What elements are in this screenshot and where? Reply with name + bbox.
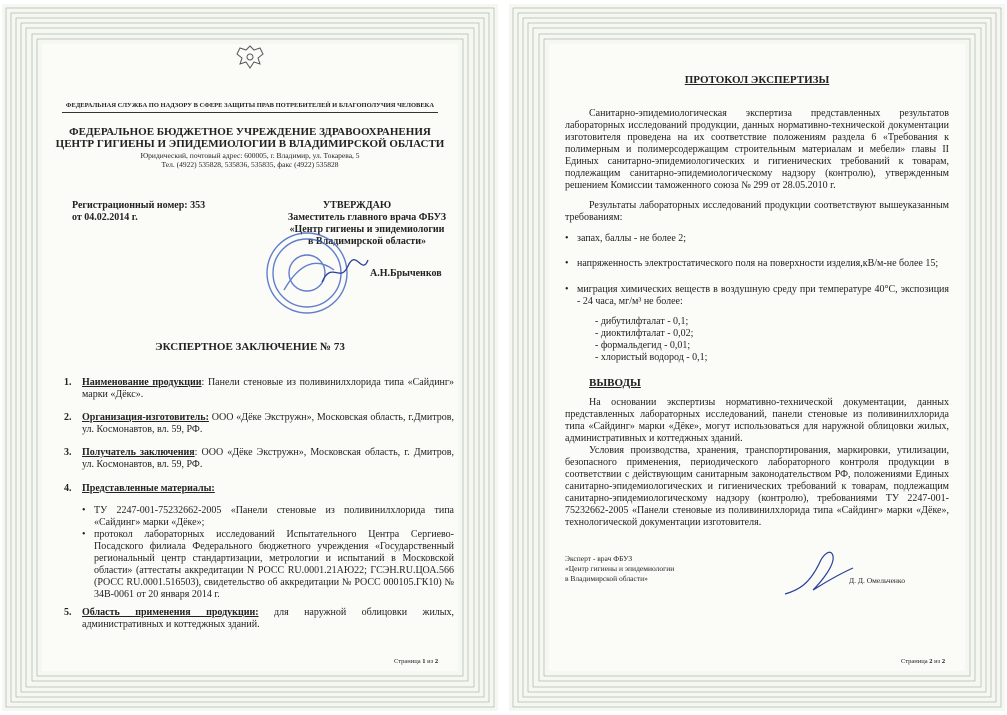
approver-signature xyxy=(318,254,370,290)
expert-title-line-3: в Владимирской области» xyxy=(565,574,648,583)
substance-limit: - хлористый водород - 0,1; xyxy=(595,352,708,363)
expert-name: Д. Д. Омельченко xyxy=(849,576,905,585)
page-number: Страница 2 из 2 xyxy=(901,658,946,665)
bullet: • xyxy=(565,233,569,244)
protocol-paragraph-1: Санитарно-эпидемиологическая экспертиза представленных результатов лабораторных исследований продукции, данных нормативно-технической документации изготовителя проведена на их соответствие положениям раздела 6 «Требования к полимерным и полимерсодержащим строительным материалам и мебели» главы II Единых санитарно-эпидемиологических и гигиенических требований к товарам, подлежащим санитарно-эпидемиологическому надзору (контролю), утвержденным решением Комиссии таможенного союза № 299 от 28.05.2010 г. xyxy=(565,108,949,191)
requirement-item: запах, баллы - не более 2; xyxy=(577,233,687,244)
item-application-area: Область применения продукции: для наружной облицовки жилых, административных и коттеджных зданий. xyxy=(82,607,454,630)
expert-title-line-2: «Центр гигиены и эпидемиологии xyxy=(565,564,675,573)
expert-title-line-1: Эксперт - врач ФБУЗ xyxy=(565,554,633,563)
item-recipient: Получатель заключения: ООО «Дёке Экстружн», Московская область, г. Дмитров, ул. Космонавтов, вл. 59, РФ. xyxy=(82,447,454,470)
requirement-item: миграция химических веществ в воздушную среду при температуре 40°С, экспозиция - 24 часа, мг/м³ не более: xyxy=(577,284,949,307)
expert-signature xyxy=(779,544,859,602)
substance-limit: - формальдегид - 0,01; xyxy=(595,340,691,351)
conclusions-title: ВЫВОДЫ xyxy=(589,377,641,389)
approver-name: А.Н.Брыченков xyxy=(370,268,442,279)
item-number: 3. xyxy=(64,447,72,458)
bullet: • xyxy=(82,529,86,540)
org-title-line-1: ФЕДЕРАЛЬНОЕ БЮДЖЕТНОЕ УЧРЕЖДЕНИЕ ЗДРАВООХРАНЕНИЯ xyxy=(69,126,431,138)
approve-line-1: Заместитель главного врача ФБУЗ xyxy=(287,212,447,223)
conclusions-paragraph-2: Условия производства, хранения, транспортирования, маркировки, утилизации, безопасного применения, периодического лабораторного контроля продукции в соответствии с действующим санитарным законодательством РФ, положениями Единых санитарно-эпидемиологических и гигиенических требований к товарам, подлежащим санитарно-эпидемиологическому надзору (контролю), требованиями ТУ 2247-001-75232662-2005 «Панели стеновые из поливинилхлорида типа «Сайдинг» марки «Дёке», технологической документации изготовителя. xyxy=(565,445,949,528)
agency-line: ФЕДЕРАЛЬНАЯ СЛУЖБА ПО НАДЗОРУ В СФЕРЕ ЗАЩИТЫ ПРАВ ПОТРЕБИТЕЛЕЙ И БЛАГОПОЛУЧИЯ ЧЕЛОВЕКА xyxy=(65,102,435,109)
org-address: Юридический, почтовый адрес: 600005, г. Владимир, ул. Токарева, 5 xyxy=(140,151,360,160)
approve-line-2: «Центр гигиены и эпидемиологии xyxy=(289,224,445,235)
registration-number: Регистрационный номер: 353 xyxy=(72,200,206,211)
substance-limit: - дибутилфталат - 0,1; xyxy=(595,316,689,327)
item-number: 5. xyxy=(64,607,72,618)
protocol-paragraph-2: Результаты лабораторных исследований продукции соответствуют вышеуказанным требованиям: xyxy=(565,200,949,223)
substance-limit: - диоктилфталат - 0,02; xyxy=(595,328,694,339)
item-manufacturer: Организация-изготовитель: ООО «Дёке Экстружн», Московская область, г.Дмитров, ул. Космонавтов, вл. 59, РФ. xyxy=(82,412,454,435)
protocol-title: ПРОТОКОЛ ЭКСПЕРТИЗЫ xyxy=(684,74,830,86)
org-title-line-2: ЦЕНТР ГИГИЕНЫ И ЭПИДЕМИОЛОГИИ В ВЛАДИМИРСКОЙ ОБЛАСТИ xyxy=(55,138,445,150)
item-product-name: Наименование продукции: Панели стеновые из поливинилхлорида типа «Сайдинг» марки «Дёкс». xyxy=(82,377,454,400)
org-phones: Тел. (4922) 535828, 535836, 535835, факс (4922) 535828 xyxy=(161,160,339,169)
conclusion-title: ЭКСПЕРТНОЕ ЗАКЛЮЧЕНИЕ № 73 xyxy=(155,341,345,353)
item-number: 1. xyxy=(64,377,72,388)
item-number: 4. xyxy=(64,483,72,494)
document-page-1 xyxy=(2,4,498,711)
document-page-2 xyxy=(509,4,1005,711)
registration-date: от 04.02.2014 г. xyxy=(72,212,138,223)
bullet: • xyxy=(82,505,86,516)
approve-line-3: в Владимирской области» xyxy=(308,236,426,247)
conclusions-paragraph-1: На основании экспертизы нормативно-технической документации, данных представленных лабораторных исследований, панели стеновые из поливинилхлорида типа «Сайдинг» марки «Дёке», могут использоваться для наружной облицовки жилых, административных и коттеджных зданий. xyxy=(565,397,949,444)
material-item: ТУ 2247-001-75232662-2005 «Панели стеновые из поливинилхлорида типа «Сайдинг» марки «Дёке»; xyxy=(94,505,454,528)
requirement-item: напряженность электростатического поля на поверхности изделия,кВ/м-не более 15; xyxy=(577,258,939,269)
page-number: Страница 1 из 2 xyxy=(394,658,439,665)
item-materials-heading: Представленные материалы: xyxy=(82,483,215,494)
divider xyxy=(62,112,438,113)
material-item: протокол лабораторных исследований Испытательного Центра Сергиево-Посадского филиала Федерального бюджетного учреждения «Государственный региональный центр стандартизации, метрологии и испытаний в Московской области» (аттестаты аккредитации N РОСС RU.0001.21АЮ22; ГСЭН.RU.ЦОА.566 (РОСС RU.0001.516503), свидетельство об аккредитации № РОСС 000105.ГК10) № 34В-0061 от 20 января 2014 г. xyxy=(94,529,454,600)
coat-of-arms-icon xyxy=(234,44,266,70)
bullet: • xyxy=(565,284,569,295)
approve-title: УТВЕРЖДАЮ xyxy=(322,200,392,211)
bullet: • xyxy=(565,258,569,269)
item-number: 2. xyxy=(64,412,72,423)
